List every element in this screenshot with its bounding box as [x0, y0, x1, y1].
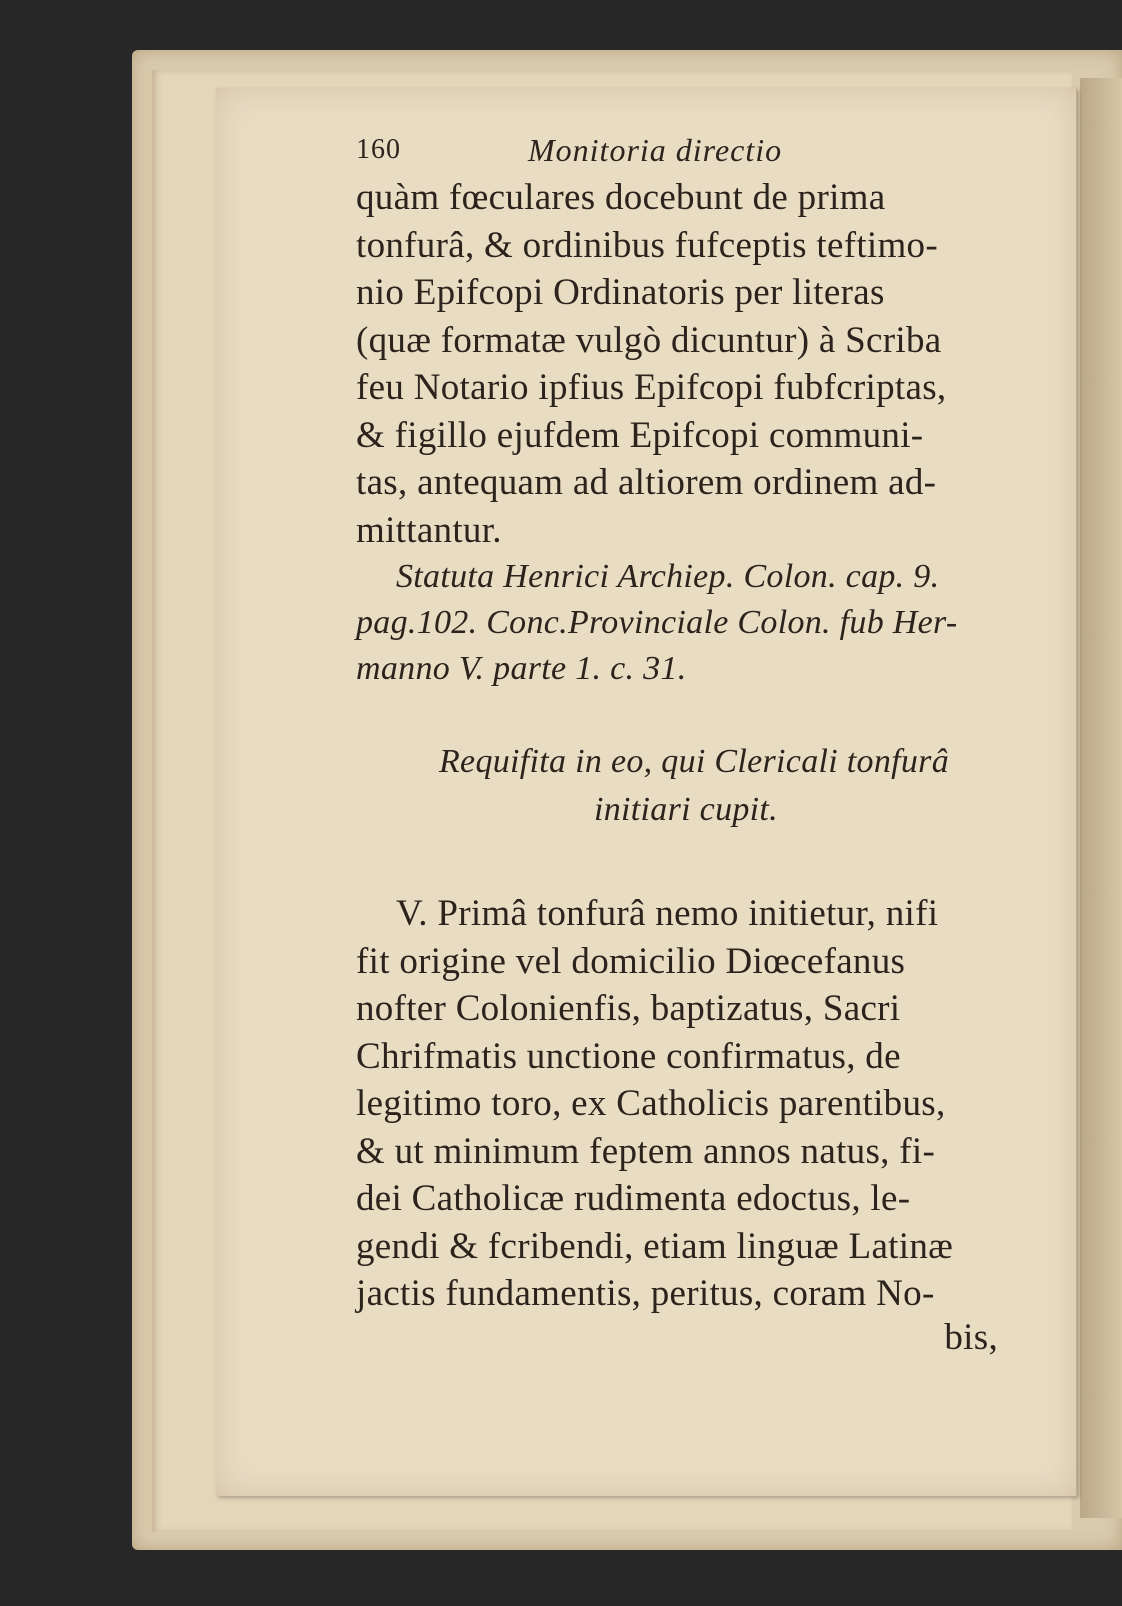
- text-line: nofter Colonienfis, baptizatus, Sacri: [356, 988, 901, 1029]
- text-line: nio Epifcopi Ordinatoris per literas: [356, 272, 885, 313]
- catchword: bis,: [944, 1316, 998, 1358]
- citation-line: pag.102. Conc.Provinciale Colon. fub Her-: [356, 604, 958, 641]
- text-line: Chrifmatis unctione confirmatus, de: [356, 1035, 901, 1077]
- text-block: [356, 128, 1016, 1358]
- paragraph-1: [356, 174, 1016, 554]
- page-number: 160: [356, 134, 401, 165]
- catchword-row: [356, 1318, 1016, 1358]
- section-heading: [356, 738, 1016, 834]
- text-line: V. Primâ tonfurâ nemo initietur, nifi: [396, 893, 939, 934]
- heading-line: Requifita in eo, qui Clericali tonfurâ: [438, 743, 950, 780]
- text-line: & figillo ejufdem Epifcopi communi-: [356, 414, 924, 456]
- text-line: tonfurâ, & ordinibus fufceptis teftimo-: [356, 224, 938, 266]
- text-line: feu Notario ipfius Epifcopi fubfcriptas,: [356, 367, 947, 408]
- text-line: gendi & fcribendi, etiam linguæ Latinæ: [356, 1225, 954, 1267]
- citation: [356, 554, 1016, 692]
- text-line: jactis fundamentis, peritus, coram No-: [356, 1273, 935, 1314]
- text-line: & ut minimum feptem annos natus, fi-: [356, 1130, 936, 1172]
- text-line: quàm fœculares docebunt de prima: [356, 177, 886, 218]
- text-line: tas, antequam ad altiorem ordinem ad-: [356, 462, 937, 503]
- header-title: Monitoria directio: [528, 132, 783, 168]
- citation-line: manno V. parte 1. c. 31.: [356, 650, 687, 687]
- paragraph-2: [356, 890, 1016, 1318]
- running-head: [356, 128, 1016, 168]
- facing-page-edge: [1080, 78, 1122, 1518]
- text-line: legitimo toro, ex Catholicis parentibus,: [356, 1083, 946, 1124]
- text-line: (quæ formatæ vulgò dicuntur) à Scriba: [356, 319, 942, 361]
- heading-line: initiari cupit.: [594, 791, 778, 828]
- text-line: mittantur.: [356, 509, 502, 551]
- text-line: fit origine vel domicilio Diœcefanus: [356, 940, 906, 982]
- text-line: dei Catholicæ rudimenta edoctus, le-: [356, 1178, 911, 1219]
- citation-line: Statuta Henrici Archiep. Colon. cap. 9.: [396, 558, 940, 595]
- book-page: [216, 88, 1077, 1496]
